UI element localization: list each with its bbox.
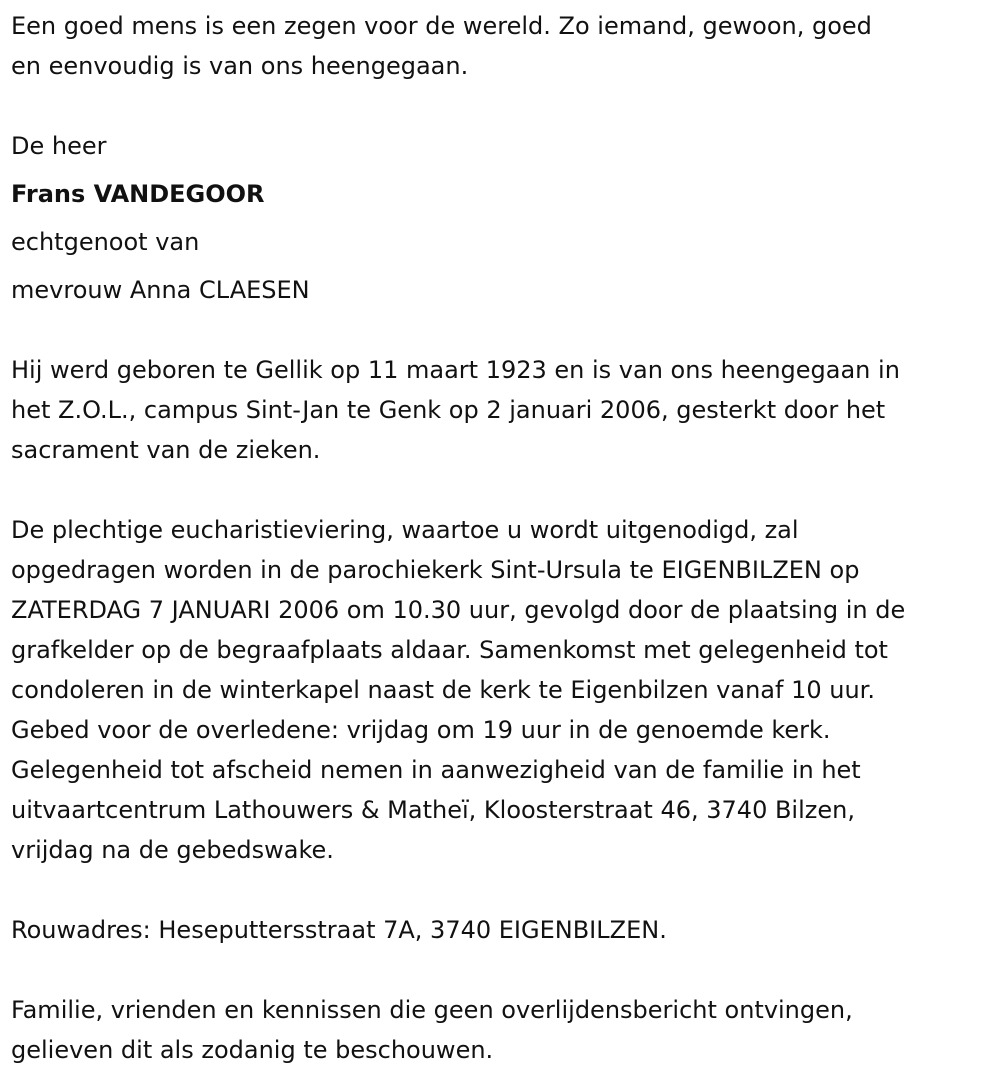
intro-line: Een goed mens is een zegen voor de wereld. Zo iemand, gewoon, goed bbox=[11, 12, 872, 40]
ceremony-line: Gebed voor de overledene: vrijdag om 19 uur in de genoemde kerk. bbox=[11, 716, 831, 744]
intro-paragraph bbox=[11, 6, 992, 86]
mourning-address: Rouwadres: Heseputtersstraat 7A, 3740 EIGENBILZEN. bbox=[11, 916, 667, 944]
ceremony-line: De plechtige eucharistieviering, waartoe u wordt uitgenodigd, zal bbox=[11, 516, 799, 544]
ceremony-line: Gelegenheid tot afscheid nemen in aanwezigheid van de familie in het bbox=[11, 756, 861, 784]
address-paragraph bbox=[11, 910, 992, 950]
ceremony-line: vrijdag na de gebedswake. bbox=[11, 836, 334, 864]
closing-paragraph bbox=[11, 990, 992, 1070]
spouse-name: mevrouw Anna CLAESEN bbox=[11, 276, 310, 304]
ceremony-line: opgedragen worden in de parochiekerk Sint-Ursula te EIGENBILZEN op bbox=[11, 556, 860, 584]
ceremony-line: uitvaartcentrum Lathouwers & Matheï, Kloosterstraat 46, 3740 Bilzen, bbox=[11, 796, 855, 824]
deceased-name: Frans VANDEGOOR bbox=[11, 180, 265, 208]
closing-line: Familie, vrienden en kennissen die geen overlijdensbericht ontvingen, bbox=[11, 996, 853, 1024]
birth-death-line: Hij werd geboren te Gellik op 11 maart 1923 en is van ons heengegaan in bbox=[11, 356, 900, 384]
ceremony-line: grafkelder op de begraafplaats aldaar. Samenkomst met gelegenheid tot bbox=[11, 636, 888, 664]
relation-label: echtgenoot van bbox=[11, 228, 200, 256]
ceremony-line: ZATERDAG 7 JANUARI 2006 om 10.30 uur, gevolgd door de plaatsing in de bbox=[11, 596, 906, 624]
ceremony-line: condoleren in de winterkapel naast de kerk te Eigenbilzen vanaf 10 uur. bbox=[11, 676, 875, 704]
intro-line: en eenvoudig is van ons heengegaan. bbox=[11, 52, 469, 80]
birth-death-line: sacrament van de zieken. bbox=[11, 436, 321, 464]
ceremony-paragraph bbox=[11, 510, 992, 870]
deceased-title: De heer bbox=[11, 132, 107, 160]
birth-death-paragraph bbox=[11, 350, 992, 470]
closing-line: gelieven dit als zodanig te beschouwen. bbox=[11, 1036, 494, 1064]
birth-death-line: het Z.O.L., campus Sint-Jan te Genk op 2 januari 2006, gesterkt door het bbox=[11, 396, 886, 424]
deceased-block bbox=[11, 122, 992, 314]
